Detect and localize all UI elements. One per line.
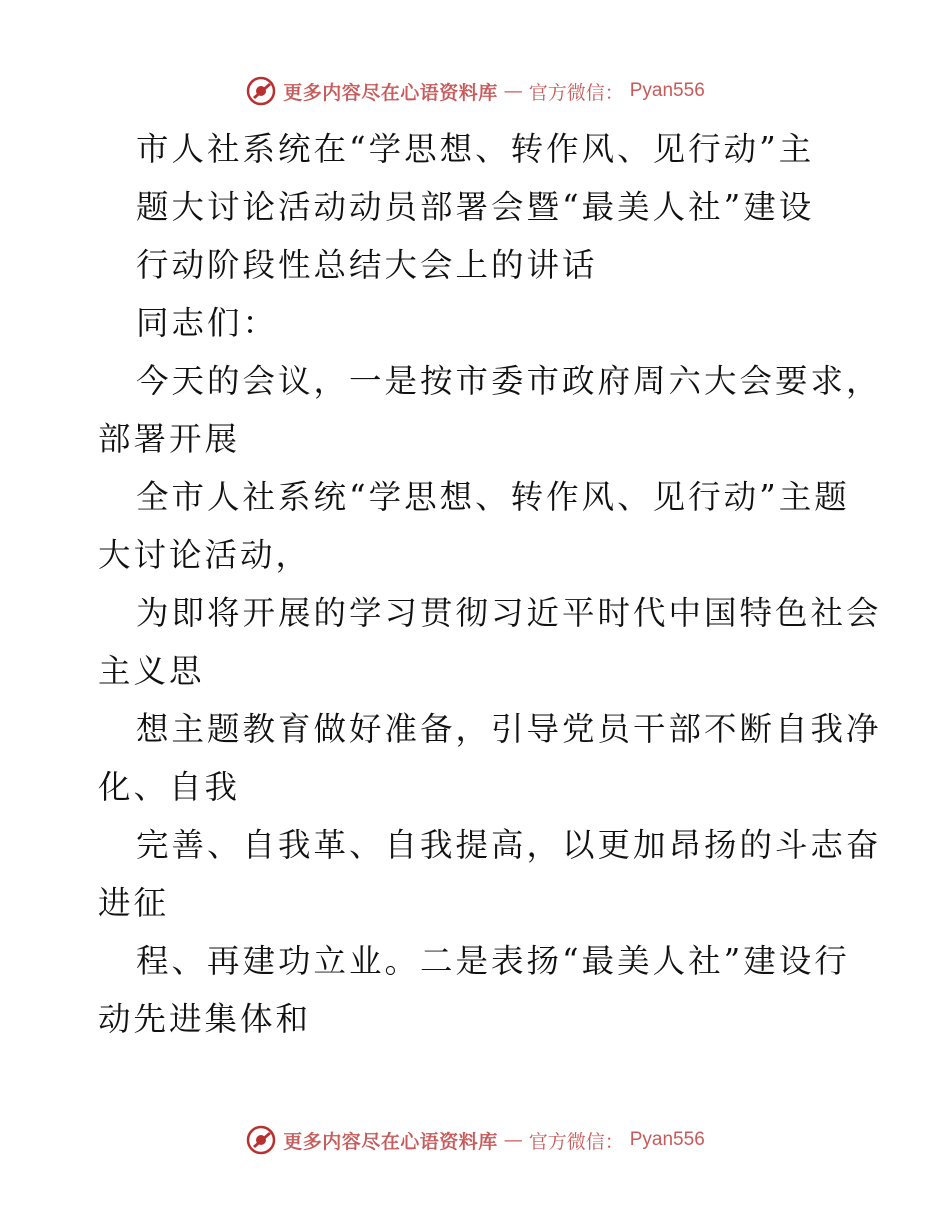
body-line: 全市人社系统“学思想、转作风、见行动”主题: [136, 478, 850, 516]
salutation: 同志们：: [136, 304, 279, 342]
document-body: [98, 120, 882, 1048]
banner-separator: —: [503, 1129, 523, 1151]
title-line: 题大讨论活动动员部署会暨“最美人社”建设: [136, 188, 815, 226]
body-line: 进征: [98, 884, 170, 922]
banner-official-label: 官方微信：: [528, 1130, 624, 1153]
banner-title: 更多内容尽在心语资料库: [283, 1130, 498, 1153]
body-line: 化、自我: [98, 768, 241, 806]
logo-icon: [245, 75, 277, 107]
title-line: 行动阶段性总结大会上的讲话: [136, 246, 598, 284]
footer-banner: [0, 1120, 950, 1160]
body-line: 部署开展: [98, 420, 241, 458]
body-line: 程、再建功立业。二是表扬“最美人社”建设行: [136, 942, 850, 980]
body-line: 为即将开展的学习贯彻习近平时代中国特色社会: [136, 594, 882, 632]
body-line: 动先进集体和: [98, 1000, 312, 1038]
body-line: 完善、自我革、自我提高，以更加昂扬的斗志奋: [136, 826, 882, 864]
banner-separator: —: [503, 80, 523, 102]
title-line: 市人社系统在“学思想、转作风、见行动”主: [136, 130, 815, 168]
banner-wechat-id: Pyan556: [629, 80, 705, 101]
body-line: 想主题教育做好准备，引导党员干部不断自我净: [136, 710, 882, 748]
body-line: 今天的会议，一是按市委市政府周六大会要求，: [136, 362, 882, 400]
logo-icon: [245, 1124, 277, 1156]
body-line: 主义思: [98, 652, 205, 690]
banner-official-label: 官方微信：: [528, 81, 624, 104]
banner-title: 更多内容尽在心语资料库: [283, 81, 498, 104]
banner-wechat-id: Pyan556: [629, 1129, 705, 1150]
header-banner: [0, 71, 950, 111]
body-line: 大讨论活动，: [98, 536, 312, 574]
